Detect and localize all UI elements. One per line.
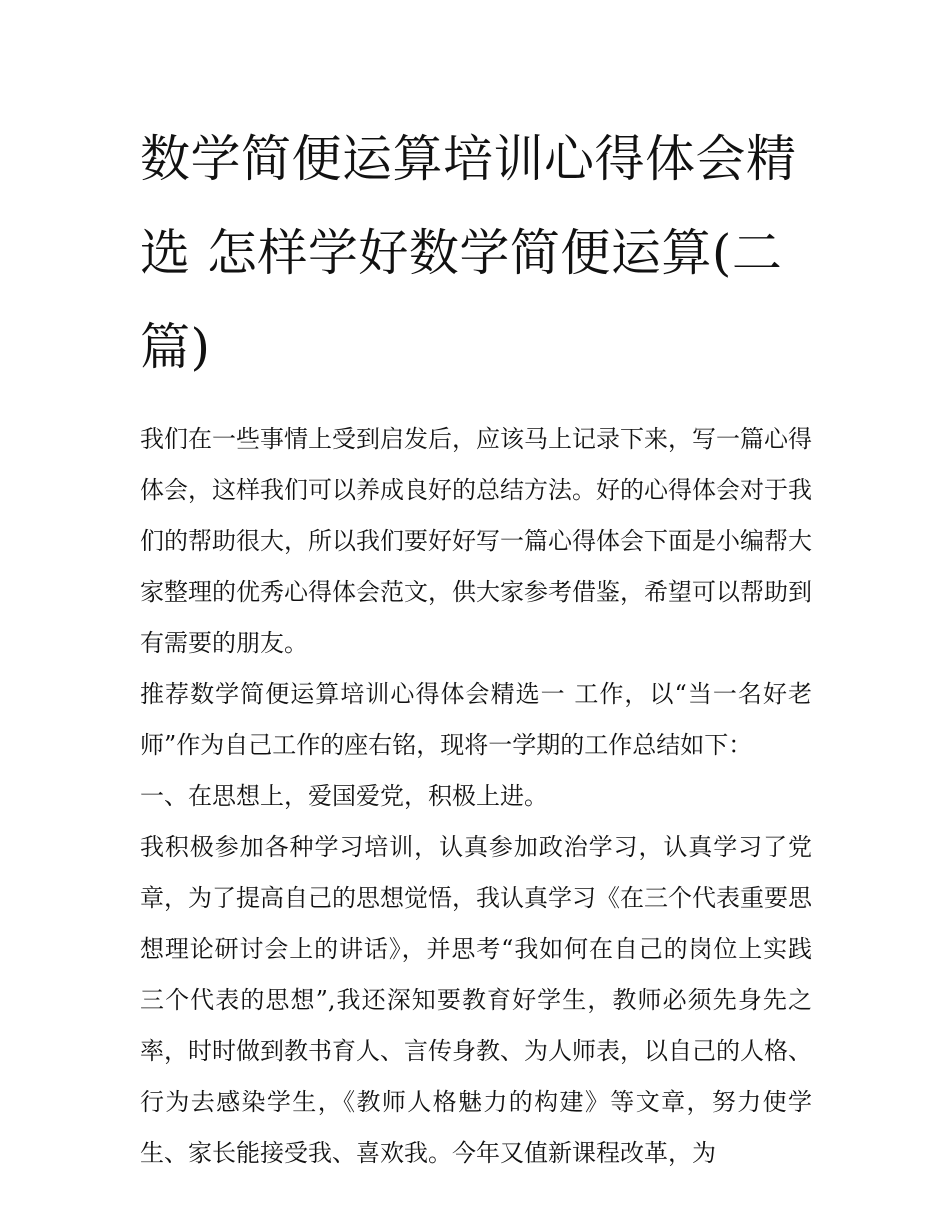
recommendation-paragraph: 推荐数学简便运算培训心得体会精选一 工作，以“当一名好老师”作为自己工作的座右铭，现将一学期的工作总结如下： xyxy=(140,680,812,759)
document-page xyxy=(140,112,812,1179)
section-heading-1: 一、在思想上，爱国爱党，积极上进。 xyxy=(140,782,548,810)
document-title: 数学简便运算培训心得体会精选 怎样学好数学简便运算(二篇) xyxy=(140,130,797,376)
body-paragraph: 我积极参加各种学习培训，认真参加政治学习，认真学习了党章，为了提高自己的思想觉悟，我认真学习《在三个代表重要思想理论研讨会上的讲话》，并思考“我如何在自己的岗位上实践三个代表的思想”,我还深知要教育好学生，教师必须先身先之率，时时做到教书育人、言传身教、为人师表，以自己的人格、行为去感染学生，《教师人格魅力的构建》等文章，努力使学生、家长能接受我、喜欢我。今年又值新课程改革，为 xyxy=(140,833,812,1167)
intro-paragraph: 我们在一些事情上受到启发后，应该马上记录下来，写一篇心得体会，这样我们可以养成良好的总结方法。好的心得体会对于我们的帮助很大，所以我们要好好写一篇心得体会下面是小编帮大家整理的优秀心得体会范文，供大家参考借鉴，希望可以帮助到有需要的朋友。 xyxy=(140,425,812,657)
